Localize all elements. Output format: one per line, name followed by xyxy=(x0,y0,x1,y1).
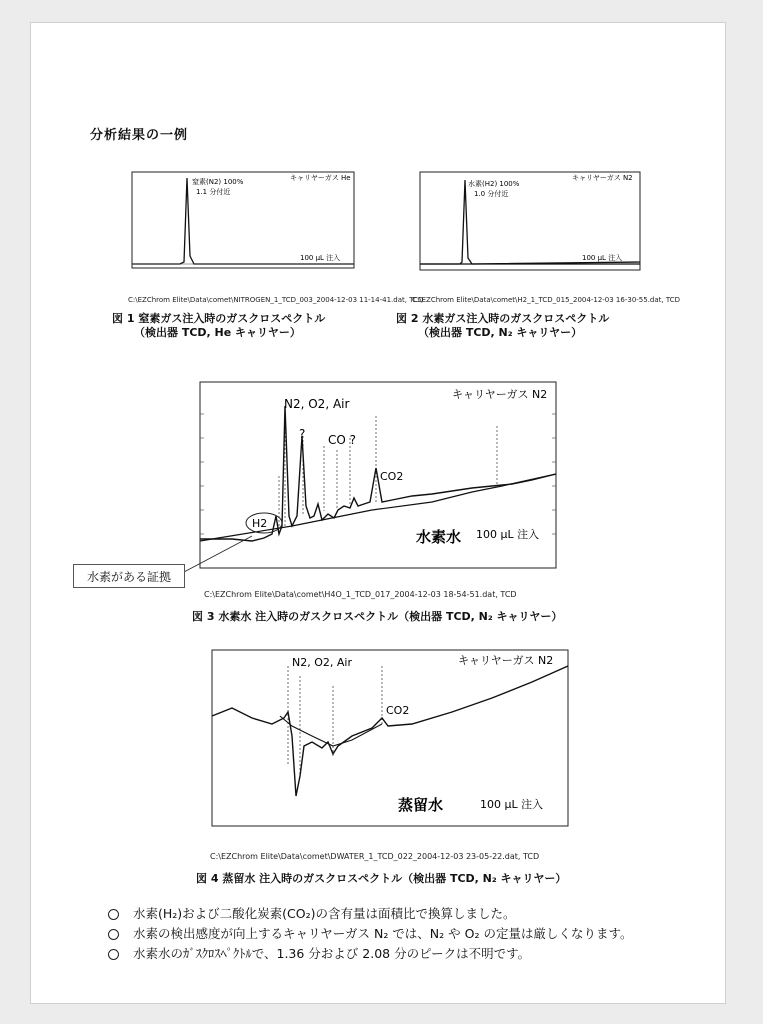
list-item xyxy=(108,944,632,964)
fig4-injection: 100 μL 注入 xyxy=(480,798,544,811)
fig2-chart xyxy=(412,170,644,282)
fig2-caption-line1: 図 2 水素ガス注入時のガスクロスペクトル xyxy=(396,312,610,325)
note-text: 水素(H₂)および二酸化炭素(CO₂)の含有量は面積比で換算しました。 xyxy=(133,906,516,921)
fig3-chart xyxy=(172,376,577,591)
list-item xyxy=(108,924,632,944)
notes-list xyxy=(108,904,632,964)
bullet-circle-icon xyxy=(108,949,119,960)
fig3-injection: 100 μL 注入 xyxy=(476,528,540,541)
list-item xyxy=(108,904,632,924)
fig4-chart xyxy=(192,646,577,836)
fig2-trace xyxy=(420,180,640,264)
fig1-peak-time: 1.1 分付近 xyxy=(196,188,231,196)
fig4-sample: 蒸留水 xyxy=(398,796,444,814)
fig3-label-co2: CO2 xyxy=(380,470,404,483)
fig1-injection: 100 μL 注入 xyxy=(300,254,341,262)
fig4-trace xyxy=(212,666,568,796)
fig3-callout-leader xyxy=(184,536,252,572)
fig1-filename: C:\EZChrom Elite\Data\comet\NITROGEN_1_TCD_003_2004-12-03 11-14-41.dat, TCD xyxy=(128,296,424,304)
fig3-filename: C:\EZChrom Elite\Data\comet\H4O_1_TCD_017_2004-12-03 18-54-51.dat, TCD xyxy=(204,590,517,599)
section-title: 分析結果の一例 xyxy=(90,128,189,143)
fig2-filename: C:\EZChrom Elite\Data\comet\H2_1_TCD_015_2004-12-03 16-30-55.dat, TCD xyxy=(412,296,681,304)
fig3-callout-box: 水素がある証拠 xyxy=(73,564,185,588)
fig3-caption: 図 3 水素水 注入時のガスクロスペクトル（検出器 TCD, N₂ キャリヤー） xyxy=(192,610,563,623)
note-text: 水素水のｶﾞｽｸﾛｽﾍﾟｸﾄﾙで、1.36 分および 2.08 分のピークは不明です。 xyxy=(133,946,531,961)
fig3-axis-ticks xyxy=(200,414,556,534)
fig4-curve2 xyxy=(280,716,382,746)
fig1-carrier: キャリヤーガス He xyxy=(290,174,351,182)
fig3-sample: 水素水 xyxy=(416,528,462,546)
note-text: 水素の検出感度が向上するキャリヤーガス N₂ では、N₂ や O₂ の定量は厳しくなります。 xyxy=(133,926,633,941)
fig3-label-co: CO ? xyxy=(328,433,357,447)
fig3-label-q: ? xyxy=(299,427,306,441)
fig1-peak-label: 窒素(N2) 100% xyxy=(192,178,244,186)
fig4-filename: C:\EZChrom Elite\Data\comet\DWATER_1_TCD_022_2004-12-03 23-05-22.dat, TCD xyxy=(210,852,540,861)
fig3-label-n2o2: N2, O2, Air xyxy=(284,397,350,411)
fig3-label-h2: H2 xyxy=(252,517,268,530)
fig1-trace xyxy=(132,178,354,264)
bullet-circle-icon xyxy=(108,929,119,940)
fig1-chart xyxy=(120,170,360,280)
fig2-caption-line2: （検出器 TCD, N₂ キャリヤー） xyxy=(418,326,583,339)
fig2-injection: 100 μL 注入 xyxy=(582,254,623,262)
fig3-carrier: キャリヤーガス N2 xyxy=(452,388,548,401)
fig4-carrier: キャリヤーガス N2 xyxy=(458,654,554,667)
fig2-caption xyxy=(396,312,609,340)
fig4-label-n2o2: N2, O2, Air xyxy=(292,656,352,669)
fig4-label-co2: CO2 xyxy=(386,704,410,717)
fig4-caption: 図 4 蒸留水 注入時のガスクロスペクトル（検出器 TCD, N₂ キャリヤー） xyxy=(196,872,567,885)
fig2-carrier: キャリヤーガス N2 xyxy=(572,174,633,182)
fig1-caption-line2: （検出器 TCD, He キャリヤー） xyxy=(134,326,301,339)
fig2-peak-label: 水素(H2) 100% xyxy=(468,180,520,188)
bullet-circle-icon xyxy=(108,909,119,920)
fig1-caption xyxy=(112,312,325,340)
fig1-caption-line1: 図 1 窒素ガス注入時のガスクロスペクトル xyxy=(112,312,326,325)
fig2-peak-time: 1.0 分付近 xyxy=(474,190,509,198)
